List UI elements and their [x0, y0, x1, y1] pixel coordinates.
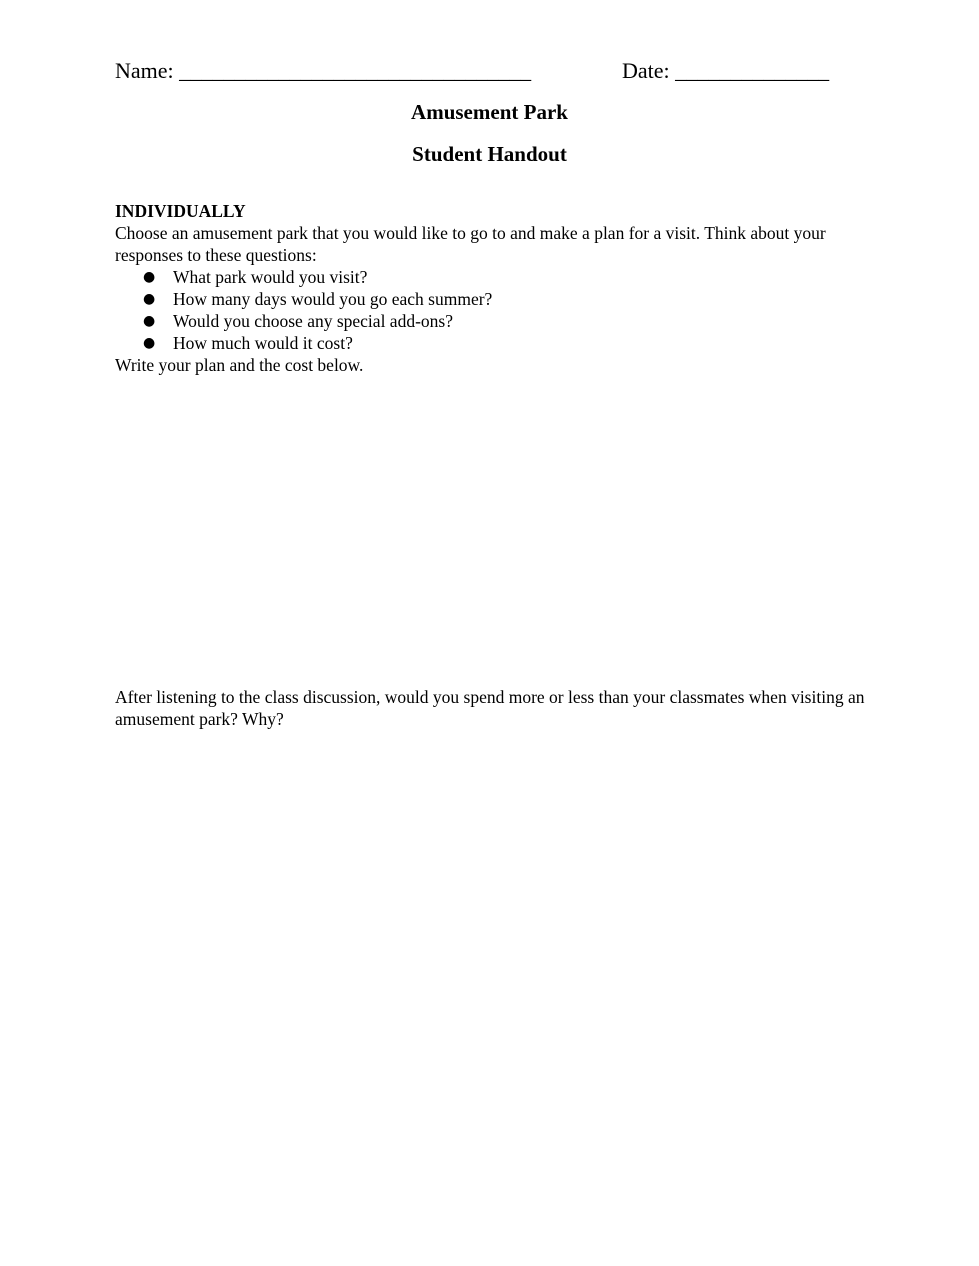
question-text: Would you choose any special add-ons? [173, 311, 453, 331]
intro-paragraph: Choose an amusement park that you would like to go to and make a plan for a visit. Think about your responses to these questions: [115, 223, 826, 265]
section-heading: INDIVIDUALLY [115, 201, 246, 221]
question-text: How much would it cost? [173, 333, 353, 353]
question-item [115, 288, 492, 310]
question-item [115, 266, 492, 288]
question-list [115, 266, 492, 354]
question-item [115, 332, 492, 354]
bullet-icon: ● [143, 269, 156, 285]
date-field[interactable]: Date: ______________ [622, 58, 830, 83]
question-text: What park would you visit? [173, 267, 368, 287]
question-item [115, 310, 492, 332]
followup-question: After listening to the class discussion, would you spend more or less than your classmates when visiting an amusement park? Why? [115, 687, 865, 729]
document-title: Amusement Park [411, 100, 568, 124]
bullet-icon: ● [143, 313, 156, 329]
instruction-text: Write your plan and the cost below. [115, 355, 364, 375]
question-text: How many days would you go each summer? [173, 289, 493, 309]
document-subtitle: Student Handout [412, 142, 567, 166]
bullet-icon: ● [143, 335, 156, 351]
bullet-icon: ● [143, 291, 156, 307]
name-field[interactable]: Name: ________________________________ [115, 58, 532, 83]
